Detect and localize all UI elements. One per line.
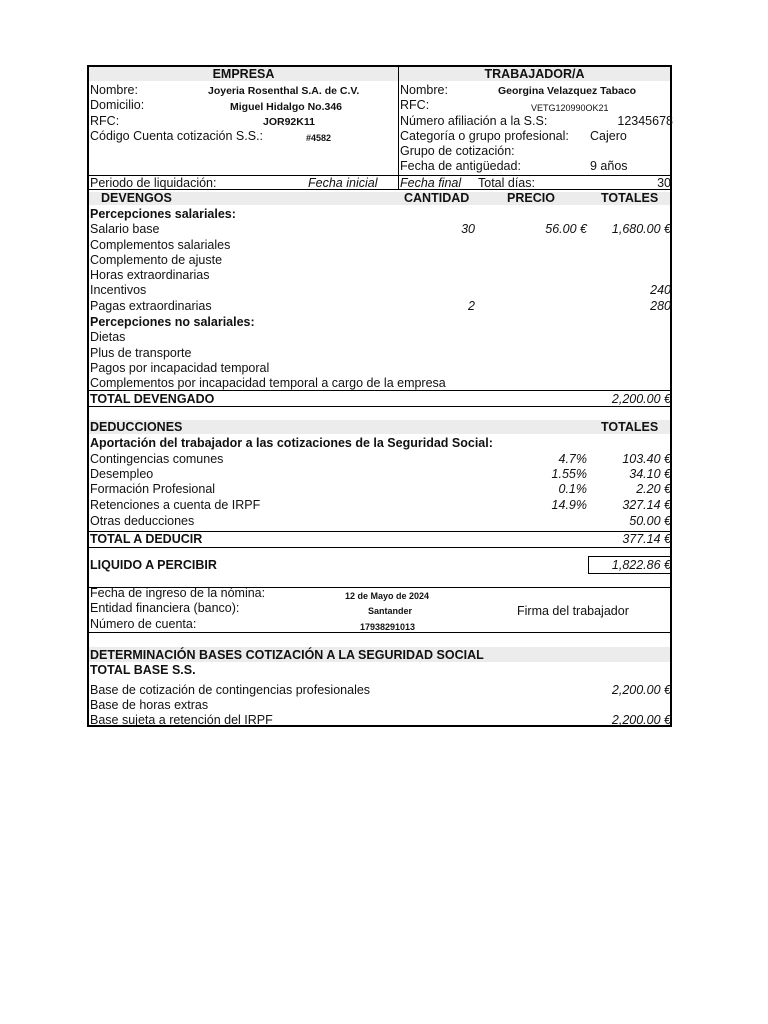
base-contingencias-prof-value: 2,200.00 € bbox=[611, 683, 671, 697]
no-salariales-title: Percepciones no salariales: bbox=[90, 315, 255, 329]
empresa-rfc: JOR92K11 bbox=[263, 116, 315, 128]
trabajador-rfc-label: RFC: bbox=[400, 98, 430, 112]
base-irpf-value: 2,200.00 € bbox=[611, 713, 671, 727]
firma-trabajador: Firma del trabajador bbox=[517, 604, 629, 618]
otras-deducciones-label: Otras deducciones bbox=[90, 514, 195, 528]
periodo-fecha-final: Fecha final bbox=[400, 176, 462, 190]
liquido-box bbox=[588, 556, 672, 574]
salariales-title: Percepciones salariales: bbox=[90, 207, 236, 221]
empresa-nombre-label: Nombre: bbox=[90, 83, 138, 97]
contingencias-total: 103.40 € bbox=[622, 452, 671, 466]
empresa-ccc-label: Código Cuenta cotización S.S.: bbox=[90, 129, 264, 143]
bases-title: DETERMINACIÓN BASES COTIZACIÓN A LA SEGURIDAD SOCIAL bbox=[90, 648, 484, 662]
deducciones-col-totales: TOTALES bbox=[601, 420, 659, 434]
total-deducir-label: TOTAL A DEDUCIR bbox=[90, 532, 203, 546]
column-divider bbox=[398, 67, 399, 189]
total-devengado-label: TOTAL DEVENGADO bbox=[90, 392, 215, 406]
pagos-it: Pagos por incapacidad temporal bbox=[90, 361, 270, 375]
liquido-value: 1,822.86 € bbox=[611, 558, 671, 572]
salario-base-cantidad: 30 bbox=[461, 222, 475, 236]
empresa-domicilio-label: Domicilio: bbox=[90, 98, 145, 112]
total-base-ss: TOTAL BASE S.S. bbox=[90, 663, 196, 677]
fecha-ingreso: 12 de Mayo de 2024 bbox=[345, 591, 430, 601]
divider bbox=[89, 406, 670, 407]
trabajador-rfc: VETG120990OK21 bbox=[531, 103, 609, 113]
deducciones-header: DEDUCCIONES bbox=[90, 420, 183, 434]
trabajador-header: TRABAJADOR/A bbox=[484, 67, 585, 81]
cuenta: 17938291013 bbox=[360, 622, 416, 632]
devengos-band bbox=[89, 192, 670, 205]
liquido-label: LIQUIDO A PERCIBIR bbox=[90, 558, 217, 572]
fecha-ingreso-label: Fecha de ingreso de la nómina: bbox=[90, 586, 266, 600]
pagas-extra-cantidad: 2 bbox=[468, 299, 475, 313]
periodo-total-dias: 30 bbox=[657, 176, 671, 190]
periodo-fecha-inicial: Fecha inicial bbox=[308, 176, 378, 190]
divider bbox=[89, 390, 670, 391]
col-totales: TOTALES bbox=[601, 191, 659, 205]
irpf-total: 327.14 € bbox=[622, 498, 671, 512]
incentivos-total: 240 bbox=[650, 283, 671, 297]
entidad: Santander bbox=[368, 606, 413, 616]
empresa-rfc-label: RFC: bbox=[90, 114, 120, 128]
trabajador-grupo-label: Grupo de cotización: bbox=[400, 144, 515, 158]
trabajador-categoria: Cajero bbox=[590, 129, 627, 143]
entidad-label: Entidad financiera (banco): bbox=[90, 601, 240, 615]
horas-extraordinarias: Horas extraordinarias bbox=[90, 268, 210, 282]
trabajador-categoria-label: Categoría o grupo profesional: bbox=[400, 129, 569, 143]
devengos-header: DEVENGOS bbox=[101, 191, 172, 205]
base-irpf-label: Base sujeta a retención del IRPF bbox=[90, 713, 273, 727]
salario-base-label: Salario base bbox=[90, 222, 160, 236]
empresa-ccc: #4582 bbox=[306, 133, 332, 143]
aportacion-title: Aportación del trabajador a las cotizaciones de la Seguridad Social: bbox=[90, 436, 493, 450]
pagas-extra-total: 280 bbox=[650, 299, 671, 313]
salario-base-total: 1,680.00 € bbox=[611, 222, 671, 236]
contingencias-pct: 4.7% bbox=[558, 452, 587, 466]
trabajador-afiliacion: 12345678 bbox=[617, 114, 673, 128]
divider bbox=[89, 547, 670, 548]
trabajador-afiliacion-label: Número afiliación a la S.S: bbox=[400, 114, 548, 128]
periodo-label: Periodo de liquidación: bbox=[90, 176, 217, 190]
formacion-total: 2.20 € bbox=[636, 482, 671, 496]
complemento-ajuste: Complemento de ajuste bbox=[90, 253, 223, 267]
empresa-header: EMPRESA bbox=[212, 67, 275, 81]
desempleo-label: Desempleo bbox=[90, 467, 154, 481]
trabajador-antiguedad-label: Fecha de antigüedad: bbox=[400, 159, 521, 173]
trabajador-nombre-label: Nombre: bbox=[400, 83, 448, 97]
complementos-it: Complementos por incapacidad temporal a cargo de la empresa bbox=[90, 376, 446, 390]
desempleo-pct: 1.55% bbox=[551, 467, 587, 481]
total-devengado: 2,200.00 € bbox=[611, 392, 671, 406]
col-precio: PRECIO bbox=[507, 191, 555, 205]
col-cantidad: CANTIDAD bbox=[404, 191, 470, 205]
pagas-extra-label: Pagas extraordinarias bbox=[90, 299, 212, 313]
irpf-pct: 14.9% bbox=[551, 498, 587, 512]
total-deducir: 377.14 € bbox=[622, 532, 671, 546]
empresa-nombre: Joyeria Rosenthal S.A. de C.V. bbox=[208, 85, 360, 97]
formacion-pct: 0.1% bbox=[558, 482, 587, 496]
irpf-label: Retenciones a cuenta de IRPF bbox=[90, 498, 261, 512]
base-contingencias-prof-label: Base de cotización de contingencias profesionales bbox=[90, 683, 371, 697]
periodo-total-dias-label: Total días: bbox=[478, 176, 535, 190]
dietas: Dietas bbox=[90, 330, 126, 344]
trabajador-antiguedad: 9 años bbox=[590, 159, 628, 173]
formacion-label: Formación Profesional bbox=[90, 482, 216, 496]
salario-base-precio: 56.00 € bbox=[545, 222, 587, 236]
cuenta-label: Número de cuenta: bbox=[90, 617, 197, 631]
payroll-sheet bbox=[87, 65, 672, 727]
desempleo-total: 34.10 € bbox=[629, 467, 671, 481]
trabajador-nombre: Georgina Velazquez Tabaco bbox=[498, 85, 637, 97]
otras-deducciones-total: 50.00 € bbox=[629, 514, 671, 528]
plus-transporte: Plus de transporte bbox=[90, 346, 192, 360]
incentivos-label: Incentivos bbox=[90, 283, 147, 297]
complementos-salariales: Complementos salariales bbox=[90, 238, 231, 252]
empresa-domicilio: Miguel Hidalgo No.346 bbox=[230, 101, 343, 113]
contingencias-label: Contingencias comunes bbox=[90, 452, 224, 466]
base-horas-extra-label: Base de horas extras bbox=[90, 698, 209, 712]
